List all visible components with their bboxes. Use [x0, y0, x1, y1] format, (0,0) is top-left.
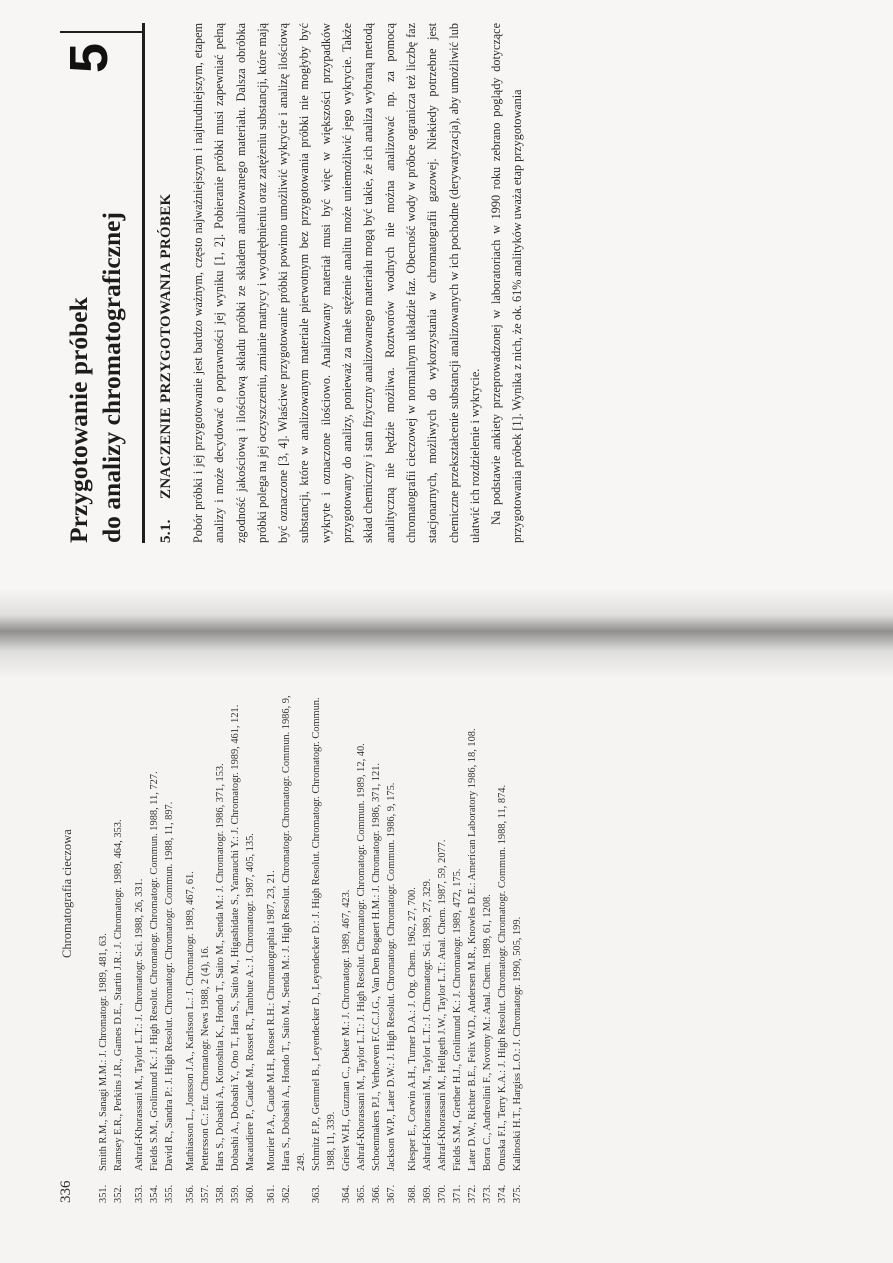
reference-number: 354. [149, 1184, 160, 1203]
reference-text: Later D.W., Richter B.E., Felix W.D., Andersen M.R., Knowles D.E.: American Laboratory 1986, 18, 108. [467, 728, 478, 1171]
body-text [188, 23, 529, 543]
reference-text: Ramsey E.R., Perkins J.R., Games D.E., Startin J.R.: J. Chromatogr. 1989, 464, 353. [113, 819, 124, 1171]
reference-number: 375. [512, 1184, 523, 1203]
reference-item [309, 683, 339, 1203]
reference-number: 357. [200, 1184, 211, 1203]
reference-item [162, 683, 177, 1203]
reference-text: Fields S.M., Grolimund K.: J. High Resolut. Chromatogr. Chromatogr. Commun. 1988, 11, 727. [149, 771, 160, 1171]
paragraph: Na podstawie ankiety przeprowadzonej w laboratoriach w 1990 roku zebrano poglądy dotyczące przygotowania próbek [1]. Wynika z nich, że ok. 61% analityków uważa etap przygotowania [489, 23, 525, 543]
reference-text: Hars S., Dobashi A., Konoshita K., Hondo T., Saito M., Senda M.: J. Chromatogr. 1986, 371, 153. [215, 763, 226, 1171]
reference-item [369, 683, 384, 1203]
reference-item [264, 683, 279, 1203]
reference-item [243, 683, 258, 1203]
reference-number: 374. [497, 1184, 508, 1203]
reference-text: Hara S., Dobashi A., Hondo T., Saito M., Senda M.: J. High Resolut. Chromatogr. Chromatogr. Commun. 1986, 9, 249. [281, 695, 307, 1171]
reference-text: Fields S.M., Grether H.J., Grolimund K.: J. Chromatogr. 1989, 472, 175. [452, 868, 463, 1171]
reference-number: 370. [437, 1184, 448, 1203]
reference-item [279, 683, 309, 1203]
reference-item [510, 683, 525, 1203]
reference-number: 367. [386, 1184, 397, 1203]
chapter-number: 5 [59, 42, 119, 73]
reference-text: Kalinoski H.T., Hargiss L.O.: J. Chromatogr. 1990, 505, 199. [512, 916, 523, 1171]
reference-number: 360. [245, 1184, 256, 1203]
reference-number: 373. [482, 1184, 493, 1203]
reference-item [228, 683, 243, 1203]
reference-number: 362. [281, 1184, 292, 1203]
reference-item [465, 683, 480, 1203]
reference-number: 353. [134, 1184, 145, 1203]
reference-text: Griest W.H., Guzman C., Deker M.: J. Chromatogr. 1989, 467, 423. [341, 889, 352, 1171]
reference-number: 363. [311, 1184, 322, 1203]
reference-text: Borra C., Andreolini F., Novotny M.: Anal. Chem. 1989, 61, 1208. [482, 894, 493, 1171]
reference-number: 358. [215, 1184, 226, 1203]
reference-item [354, 683, 369, 1203]
reference-text: Ashraf-Khorassani M., Taylor L.T.: J. High Resolut. Chromatogr. Chromatogr. Commun. 1989, 12, 40. [356, 743, 367, 1171]
reference-item [405, 683, 420, 1203]
reference-item [339, 683, 354, 1203]
reference-number: 356. [185, 1184, 196, 1203]
running-head: Chromatografia cieczowa [60, 829, 74, 958]
paragraph: Pobór próbki i jej przygotowanie jest bardzo ważnym, często najważniejszym i najtrudniejszym, etapem analizy i może decydować o poprawności jej wyniku [1, 2]. Pobieranie próbki musi zapewniać pełną zgodność jakościową i ilościową składu próbki ze składem analizowanego materiału. Dalsza obróbka próbki polega na jej oczyszczeniu, zmianie matrycy i wyodrębnieniu oraz zatężeniu substancji, które mają być oznaczone [3, 4]. Właściwe przygotowanie próbki powinno umożliwić wykrycie i analizę ilościową substancji, które w analizowanym materiale pierwotnym bez przygotowania próbki nie mogłyby być wykryte i oznaczone ilościowo. Analizowany materiał musi być więc w większości przypadków przygotowany do analizy, ponieważ za małe stężenie analitu może uniemożliwić jego wykrycie. Także skład chemiczny i stan fizyczny analizowanego materiału mogą być takie, że ich analiza wybraną metodą analityczną nie będzie możliwa. Roztworów wodnych nie można analizować np. za pomocą chromatografii cieczowej w normalnym układzie faz. Obecność wody w próbce ogranicza też liczbę faz stacjonarnych, możliwych do wykorzystania w chromatografii gazowej. Niekiedy potrzebne jest chemiczne przekształcenie substancji analizowanych w ich pochodne (derywatyzacja), aby umożliwić lub ułatwić ich rozdzielenie i wykrycie. [191, 23, 482, 543]
reference-item [384, 683, 399, 1203]
reference-text: Smith R.M., Sanagi M.M.: J. Chromatogr. 1989, 481, 63. [98, 933, 109, 1171]
reference-text: Pettersson C.: Eur. Chromatogr. News 1988, 2 (4), 16. [200, 945, 211, 1171]
reference-number: 372. [467, 1184, 478, 1203]
reference-item [450, 683, 465, 1203]
reference-text: Ashraf-Khorassani M., Taylor L.T.: J. Chromatogr. Sci. 1989, 27, 329. [422, 878, 433, 1171]
reference-number: 355. [164, 1184, 175, 1203]
chapter-side-rule [60, 31, 144, 33]
reference-text: Macaudiere P., Caude M., Rosset R., Tambute A.: J. Chromatogr. 1987, 405, 135. [245, 833, 256, 1171]
reference-text: Schoenmakers P.J., Verhoeven F.C.C.J.G., Van Den Bogaert H.M.: J. Chromatogr. 1986, 371, 121. [371, 762, 382, 1171]
reference-item [132, 683, 147, 1203]
reference-item [147, 683, 162, 1203]
reference-number: 352. [113, 1184, 124, 1203]
reference-text: Mathiasson L., Jonsson J.A., Karlsson L.: J. Chromatogr. 1989, 467, 61. [185, 871, 196, 1171]
reference-item [96, 683, 111, 1203]
left-page [0, 633, 893, 1263]
chapter-title [62, 103, 128, 543]
reference-item [420, 683, 435, 1203]
reference-item [435, 683, 450, 1203]
reference-item [183, 683, 198, 1203]
reference-item [213, 683, 228, 1203]
chapter-title-line1: Przygotowanie próbek [64, 297, 93, 543]
reference-text: Jackson W.P., Later D.W.: J. High Resolut. Chromatogr. Chromatogr. Commun. 1986, 9, 175. [386, 782, 397, 1171]
reference-text: Dobashi A., Dobashi Y., Ono T., Hara S., Saito M., Higashidate S., Yamauchi Y.: J. Chromatogr. 1989, 461, 121. [230, 704, 241, 1171]
section-heading [158, 23, 175, 543]
reference-number: 369. [422, 1184, 433, 1203]
chapter-heading-rule [142, 23, 145, 543]
reference-number: 361. [266, 1184, 277, 1203]
reference-list [96, 683, 525, 1203]
reference-number: 368. [407, 1184, 418, 1203]
reference-text: Klesper E., Corwin A.H., Turner D.A.: J. Org. Chem. 1962, 27, 700. [407, 887, 418, 1171]
reference-number: 366. [371, 1184, 382, 1203]
reference-text: Ashraf-Khorassani M., Taylor L.T.: J. Chromatogr. Sci. 1988, 26, 331. [134, 878, 145, 1171]
reference-item [198, 683, 213, 1203]
reference-number: 364. [341, 1184, 352, 1203]
reference-number: 359. [230, 1184, 241, 1203]
reference-number: 365. [356, 1184, 367, 1203]
reference-number: 371. [452, 1184, 463, 1203]
reference-item [480, 683, 495, 1203]
reference-text: Schmitz F.P., Gemmel B., Leyendecker D., Leyendecker D.: J. High Resolut. Chromatogr. Chromatogr. Commun. 1988, 11, 339. [311, 697, 337, 1171]
reference-item [111, 683, 126, 1203]
page-number: 336 [58, 1180, 74, 1203]
reference-number: 351. [98, 1184, 109, 1203]
reference-text: Mourier P.A., Caude M.H., Rosset R.H.: Chromatographia 1987, 23, 21. [266, 870, 277, 1171]
section-title: ZNACZENIE PRZYGOTOWANIA PRÓBEK [158, 193, 174, 499]
reference-item [495, 683, 510, 1203]
section-number: 5.1. [158, 519, 174, 543]
reference-text: Ashraf-Khorassani M., Hellgeth J.W., Taylor L.T.: Anal. Chem. 1987, 59, 2077. [437, 839, 448, 1171]
reference-text: David R., Sandra P.: J. High Resolut. Chromatogr. Chromatogr. Commun. 1988, 11, 897. [164, 801, 175, 1171]
reference-text: Onuska F.I., Terry K.A.: J. High Resolut. Chromatogr. Chromatogr. Commun. 1988, 11, 874. [497, 784, 508, 1171]
chapter-title-line2: do analizy chromatograficznej [97, 212, 126, 543]
